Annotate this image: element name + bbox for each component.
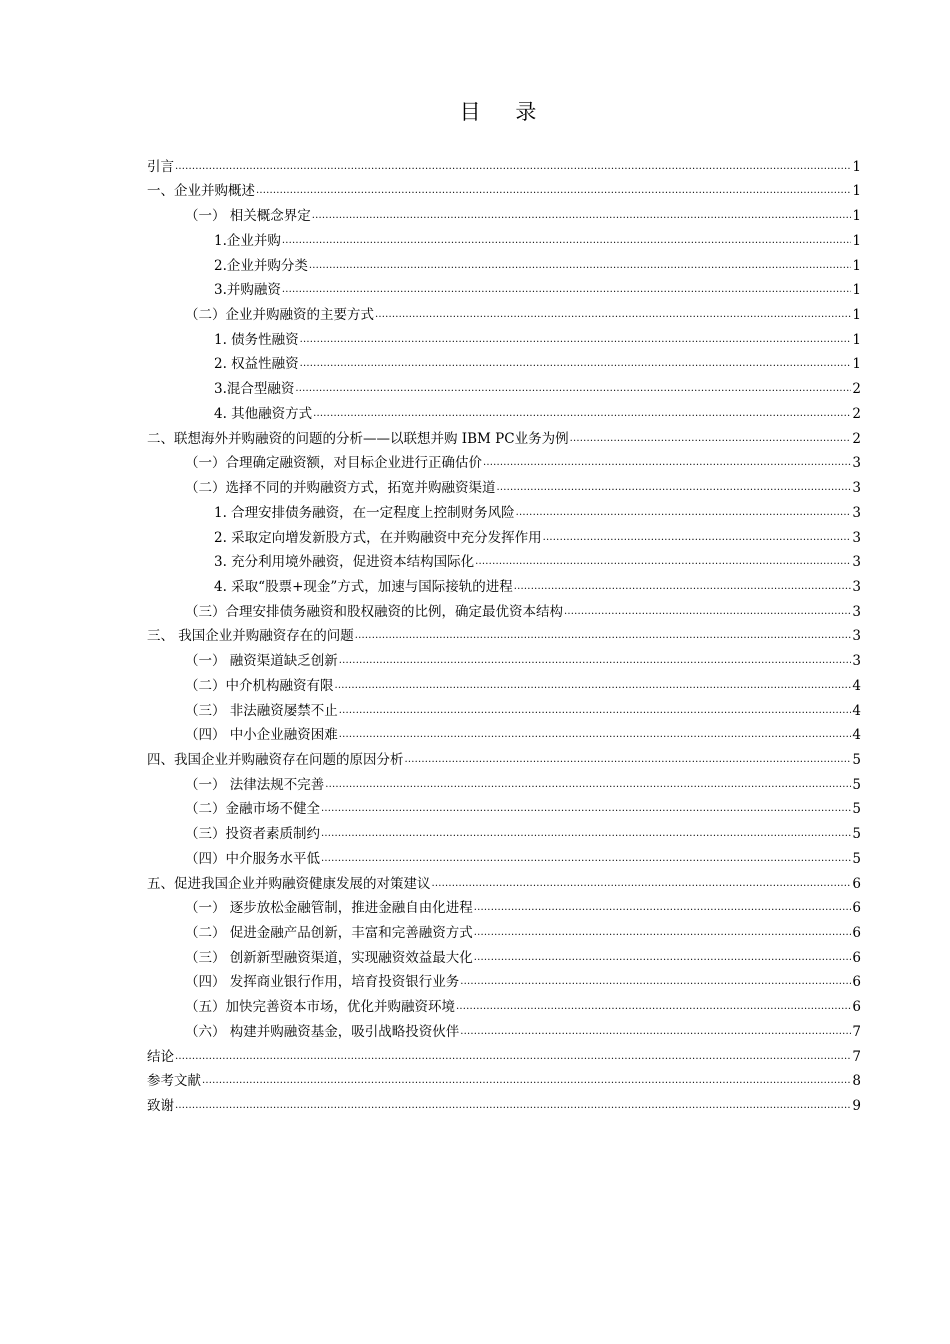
toc-entry-page: 4 [852, 727, 861, 744]
toc-entry-label: 1. 合理安排债务融资，在一定程度上控制财务风险 [214, 504, 515, 521]
toc-entry-label: 1. 债务性融资 [214, 331, 299, 348]
toc-entry-page: 3 [852, 455, 861, 472]
toc-dot-leader [339, 726, 851, 744]
toc-dot-leader [282, 281, 851, 299]
toc-entry[interactable] [147, 744, 861, 769]
toc-entry-label: 2.企业并购分类 [214, 257, 308, 274]
toc-entry-label: （四） 发挥商业银行作用，培育投资银行业务 [185, 974, 460, 991]
toc-entry[interactable] [147, 695, 861, 720]
toc-entry-page: 1 [852, 356, 861, 373]
toc-dot-leader [312, 207, 851, 225]
toc-entry-page: 3 [852, 628, 861, 645]
toc-dot-leader [202, 1072, 851, 1090]
toc-entry[interactable] [147, 621, 861, 646]
toc-entry-label: 4. 其他融资方式 [214, 405, 313, 422]
toc-entry-page: 3 [852, 529, 861, 546]
toc-entry[interactable] [147, 1090, 861, 1115]
toc-dot-leader [483, 454, 851, 472]
toc-dot-leader [175, 1048, 851, 1066]
toc-entry-page: 7 [852, 1048, 861, 1065]
toc-entry[interactable] [147, 942, 861, 967]
toc-entry-page: 2 [852, 405, 861, 422]
toc-dot-leader [321, 800, 851, 818]
toc-entry-page: 1 [852, 183, 861, 200]
toc-dot-leader [256, 182, 851, 200]
toc-entry-label: （一）合理确定融资额，对目标企业进行正确估价 [185, 455, 482, 472]
toc-entry[interactable] [147, 868, 861, 893]
toc-entry-label: 二、联想海外并购融资的问题的分析——以联想并购 IBM PC业务为例 [147, 430, 569, 447]
toc-entry[interactable] [147, 720, 861, 745]
toc-entry-label: 五、促进我国企业并购融资健康发展的对策建议 [147, 875, 431, 892]
toc-entry-label: （三） 创新新型融资渠道，实现融资效益最大化 [185, 949, 473, 966]
toc-entry-page: 5 [852, 850, 861, 867]
toc-entry[interactable] [147, 275, 861, 300]
toc-entry-page: 3 [852, 603, 861, 620]
toc-entry-page: 6 [852, 875, 861, 892]
toc-entry-label: （二）中介机构融资有限 [185, 677, 334, 694]
toc-entry[interactable] [147, 893, 861, 918]
toc-entry[interactable] [147, 448, 861, 473]
toc-entry-label: 结论 [147, 1048, 174, 1065]
toc-entry-label: 三、 我国企业并购融资存在的问题 [147, 628, 354, 645]
toc-entry-page: 6 [852, 900, 861, 917]
toc-entry-label: （五）加快完善资本市场，优化并购融资环境 [185, 999, 455, 1016]
toc-entry-page: 1 [852, 307, 861, 324]
toc-entry-page: 1 [852, 331, 861, 348]
toc-entry-label: （一） 逐步放松金融管制，推进金融自由化进程 [185, 900, 473, 917]
toc-dot-leader [295, 380, 851, 398]
toc-entry[interactable] [147, 645, 861, 670]
toc-dot-leader [564, 603, 851, 621]
toc-dot-leader [460, 1023, 851, 1041]
toc-entry-label: （三）合理安排债务融资和股权融资的比例，确定最优资本结构 [185, 603, 563, 620]
toc-entry-page: 1 [852, 257, 861, 274]
toc-dot-leader [516, 504, 851, 522]
table-of-contents [147, 151, 861, 1115]
toc-entry-label: （三） 非法融资屡禁不止 [185, 702, 338, 719]
toc-dot-leader [514, 578, 851, 596]
toc-entry-page: 5 [852, 751, 861, 768]
toc-entry[interactable] [147, 794, 861, 819]
toc-entry[interactable] [147, 917, 861, 942]
toc-entry-page: 3 [852, 578, 861, 595]
toc-entry-page: 1 [852, 208, 861, 225]
toc-dot-leader [570, 430, 851, 448]
toc-dot-leader [339, 652, 851, 670]
toc-entry-label: 2. 采取定向增发新股方式，在并购融资中充分发挥作用 [214, 529, 542, 546]
toc-dot-leader [321, 850, 851, 868]
toc-dot-leader [474, 899, 851, 917]
toc-entry-page: 4 [852, 677, 861, 694]
toc-entry-page: 1 [852, 158, 861, 175]
toc-entry-label: 1.企业并购 [214, 232, 281, 249]
toc-entry[interactable] [147, 299, 861, 324]
toc-entry-page: 1 [852, 232, 861, 249]
toc-dot-leader [313, 405, 851, 423]
toc-entry-page: 6 [852, 974, 861, 991]
toc-dot-leader [300, 331, 851, 349]
toc-entry[interactable] [147, 250, 861, 275]
toc-entry-label: 2. 权益性融资 [214, 356, 299, 373]
toc-dot-leader [355, 627, 851, 645]
toc-entry-label: 3.混合型融资 [214, 381, 295, 398]
toc-entry-label: 一、企业并购概述 [147, 183, 255, 200]
toc-dot-leader [282, 232, 851, 250]
toc-entry-label: 致谢 [147, 1098, 174, 1115]
toc-dot-leader [475, 553, 851, 571]
toc-entry[interactable] [147, 522, 861, 547]
toc-dot-leader [325, 776, 851, 794]
toc-dot-leader [543, 529, 851, 547]
toc-entry[interactable] [147, 349, 861, 374]
toc-entry-label: （二）企业并购融资的主要方式 [185, 307, 374, 324]
toc-entry-label: （一） 相关概念界定 [185, 208, 311, 225]
toc-entry-page: 3 [852, 554, 861, 571]
toc-entry-page: 2 [852, 430, 861, 447]
toc-entry-label: （一） 融资渠道缺乏创新 [185, 653, 338, 670]
toc-entry[interactable] [147, 1016, 861, 1041]
toc-dot-leader [474, 949, 851, 967]
toc-dot-leader [375, 306, 851, 324]
toc-dot-leader [300, 355, 851, 373]
toc-entry[interactable] [147, 547, 861, 572]
toc-entry[interactable] [147, 324, 861, 349]
toc-dot-leader [309, 257, 851, 275]
toc-entry-label: 4. 采取“股票+现金”方式，加速与国际接轨的进程 [214, 578, 513, 595]
toc-entry[interactable] [147, 373, 861, 398]
toc-entry[interactable] [147, 769, 861, 794]
toc-dot-leader [175, 158, 851, 176]
toc-entry[interactable] [147, 596, 861, 621]
toc-dot-leader [432, 875, 852, 893]
toc-entry[interactable] [147, 398, 861, 423]
toc-entry[interactable] [147, 670, 861, 695]
toc-entry-page: 6 [852, 925, 861, 941]
toc-entry-page: 3 [852, 653, 861, 670]
toc-entry-label: （一） 法律法规不完善 [185, 776, 325, 793]
toc-dot-leader [474, 924, 851, 942]
toc-dot-leader [405, 751, 852, 769]
toc-entry-label: 引言 [147, 158, 174, 175]
toc-entry[interactable] [147, 843, 861, 868]
toc-entry-label: 参考文献 [147, 1073, 201, 1090]
toc-entry-page: 6 [852, 999, 861, 1016]
toc-entry-page: 7 [852, 1023, 861, 1040]
toc-entry-page: 8 [852, 1073, 861, 1090]
toc-entry-page: 5 [852, 826, 861, 843]
toc-dot-leader [339, 702, 851, 720]
toc-entry[interactable] [147, 423, 861, 448]
toc-title: 目 录 [459, 100, 551, 124]
toc-entry-label: 四、我国企业并购融资存在问题的原因分析 [147, 751, 404, 768]
toc-entry[interactable] [147, 151, 861, 176]
toc-entry-label: （四）中介服务水平低 [185, 850, 320, 867]
toc-entry-page: 1 [852, 282, 861, 299]
toc-entry-label: （二） 促进金融产品创新，丰富和完善融资方式 [185, 925, 473, 941]
toc-entry-label: （二）选择不同的并购融资方式，拓宽并购融资渠道 [185, 480, 496, 497]
toc-dot-leader [335, 677, 852, 695]
toc-dot-leader [175, 1097, 851, 1115]
toc-entry-label: （三）投资者素质制约 [185, 826, 320, 843]
toc-entry[interactable] [147, 472, 861, 497]
toc-entry-page: 5 [852, 776, 861, 793]
toc-dot-leader [321, 825, 851, 843]
toc-entry[interactable] [147, 176, 861, 201]
toc-entry-label: 3. 充分利用境外融资，促进资本结构国际化 [214, 554, 475, 571]
toc-entry-page: 5 [852, 801, 861, 818]
toc-entry-page: 3 [852, 480, 861, 497]
toc-entry[interactable] [147, 1066, 861, 1091]
toc-entry-page: 6 [852, 949, 861, 966]
toc-entry-label: （四） 中小企业融资困难 [185, 727, 338, 744]
toc-entry-page: 3 [852, 504, 861, 521]
toc-entry[interactable] [147, 225, 861, 250]
toc-entry-label: （二）金融市场不健全 [185, 801, 320, 818]
toc-entry-label: 3.并购融资 [214, 282, 281, 299]
toc-entry[interactable] [147, 497, 861, 522]
toc-entry[interactable] [147, 200, 861, 225]
toc-entry[interactable] [147, 571, 861, 596]
toc-entry[interactable] [147, 967, 861, 992]
toc-dot-leader [460, 973, 851, 991]
toc-dot-leader [497, 479, 852, 497]
toc-entry[interactable] [147, 1041, 861, 1066]
toc-dot-leader [456, 998, 851, 1016]
toc-entry[interactable] [147, 991, 861, 1016]
toc-entry[interactable] [147, 818, 861, 843]
toc-entry-page: 4 [852, 702, 861, 719]
toc-entry-page: 9 [852, 1098, 861, 1115]
toc-entry-page: 2 [852, 381, 861, 398]
toc-entry-label: （六） 构建并购融资基金，吸引战略投资伙伴 [185, 1023, 460, 1040]
